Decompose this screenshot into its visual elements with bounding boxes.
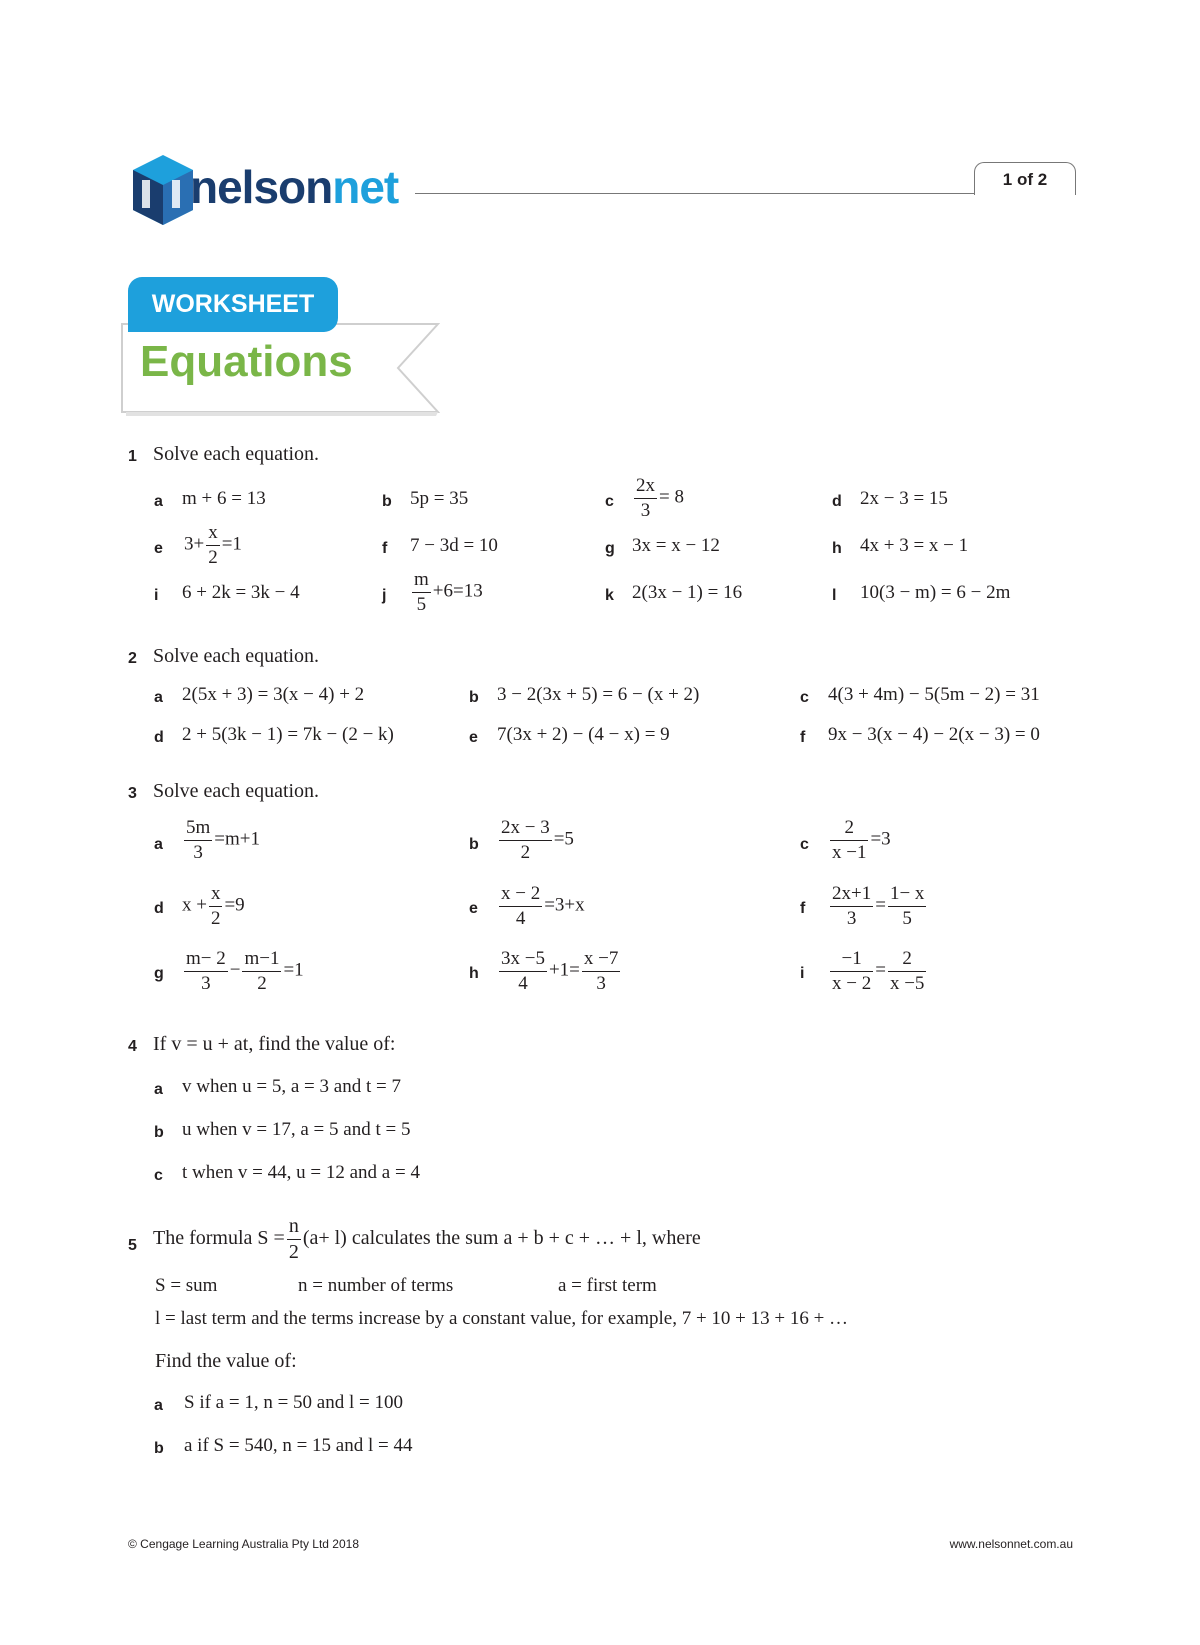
q1-e-prefix: 3+ [184, 533, 205, 555]
q1-i-label: i [154, 587, 159, 604]
q1-b-equation: 5p = 35 [410, 488, 469, 509]
q1-e-equation [184, 521, 242, 570]
q1-c-denominator: 3 [640, 499, 651, 521]
q3-f-numerator-1: 2x+1 [830, 882, 873, 907]
q3-f-numerator-2: 1− x [888, 882, 926, 907]
q3-i-equation [828, 947, 928, 996]
q4-b-label: b [154, 1124, 164, 1141]
q1-h-equation: 4x + 3 = x − 1 [860, 535, 969, 556]
q3-d-denominator: 2 [210, 907, 221, 929]
q2-a-label: a [154, 689, 163, 706]
question-4-number: 4 [128, 1038, 137, 1055]
q2-b-label: b [469, 689, 479, 706]
question-3-number: 3 [128, 785, 137, 802]
logo-wordmark [190, 161, 399, 213]
q1-j-equation [410, 568, 483, 617]
q1-j-numerator: m [412, 568, 431, 593]
q3-b-rest: =5 [553, 828, 574, 850]
question-2-prompt: Solve each equation. [153, 645, 320, 667]
q3-d-numerator: x [209, 882, 223, 907]
q1-j-label: j [382, 587, 387, 604]
q3-i-numerator-1: −1 [830, 947, 873, 972]
q3-g-minus: − [229, 959, 241, 981]
question-3-prompt: Solve each equation. [153, 780, 320, 802]
q3-a-rest: =m+1 [214, 828, 260, 850]
q1-k-equation: 2(3x − 1) = 16 [632, 582, 743, 603]
q1-c-equation [632, 474, 684, 523]
q3-h-denominator-2: 3 [596, 972, 606, 994]
q3-g-label: g [154, 965, 164, 982]
q3-i-numerator-2: 2 [888, 947, 926, 972]
q3-e-numerator: x − 2 [499, 882, 542, 907]
q5-find-prompt: Find the value of: [155, 1350, 297, 1372]
q5-formula-numerator: n [287, 1214, 301, 1240]
q1-g-label: g [605, 540, 615, 557]
q5-b-label: b [154, 1440, 164, 1457]
q1-e-rest: =1 [221, 533, 242, 555]
q2-f-label: f [800, 729, 806, 746]
q3-f-equation [828, 882, 928, 931]
page-title: Equations [140, 337, 353, 386]
q2-a-equation: 2(5x + 3) = 3(x − 4) + 2 [182, 684, 365, 705]
q3-c-numerator: 2 [830, 816, 868, 841]
q3-g-numerator-2: m−1 [242, 947, 281, 972]
q2-d-equation: 2 + 5(3k − 1) = 7k − (2 − k) [182, 724, 394, 745]
q3-h-equation [497, 947, 622, 996]
q3-h-label: h [469, 965, 479, 982]
q1-c-numerator: 2x [634, 474, 657, 499]
q5-def-l: l = last term and the terms increase by a constant value, for example, 7 + 10 + 13 + 16 + … [155, 1308, 849, 1329]
q5-a-label: a [154, 1397, 163, 1414]
q3-f-denominator-1: 3 [846, 907, 857, 929]
q3-d-label: d [154, 900, 164, 917]
q1-h-label: h [832, 540, 842, 557]
q2-e-equation: 7(3x + 2) − (4 − x) = 9 [497, 724, 670, 745]
q3-d-equation [182, 882, 245, 931]
q1-j-denominator: 5 [416, 593, 427, 615]
page-indicator: 1 of 2 [974, 162, 1076, 195]
q1-d-label: d [832, 493, 842, 510]
q1-f-label: f [382, 540, 388, 557]
q3-g-rest: =1 [283, 959, 304, 981]
logo-text-nelson: nelson [190, 161, 333, 213]
q2-c-label: c [800, 689, 809, 706]
q3-i-denominator-2: x −5 [889, 972, 925, 994]
q3-a-numerator: 5m [184, 816, 212, 841]
footer-copyright: © Cengage Learning Australia Pty Ltd 2018 [128, 1537, 359, 1551]
q3-d-rest: =9 [224, 894, 245, 916]
q3-h-numerator-1: 3x −5 [499, 947, 547, 972]
q4-c-text: t when v = 44, u = 12 and a = 4 [182, 1162, 420, 1183]
q3-i-denominator-1: x − 2 [832, 972, 872, 994]
q4-a-label: a [154, 1081, 163, 1098]
q1-d-equation: 2x − 3 = 15 [860, 488, 948, 509]
q2-f-equation: 9x − 3(x − 4) − 2(x − 3) = 0 [828, 724, 1040, 745]
q3-c-equation [828, 816, 891, 865]
q3-h-middle: +1= [548, 959, 580, 981]
q5-b-text: a if S = 540, n = 15 and l = 44 [184, 1435, 413, 1456]
q5-def-n: n = number of terms [298, 1275, 454, 1296]
q1-g-equation: 3x = x − 12 [632, 535, 720, 556]
q1-k-label: k [605, 587, 614, 604]
question-4-prompt: If v = u + at, find the value of: [153, 1033, 396, 1055]
q1-l-label: l [832, 587, 837, 604]
q3-i-equals: = [875, 959, 886, 981]
q3-h-denominator-1: 4 [518, 972, 528, 994]
q3-f-equals: = [875, 894, 886, 916]
q1-e-label: e [154, 540, 163, 557]
q1-a-label: a [154, 493, 163, 510]
q1-l-equation: 10(3 − m) = 6 − 2m [860, 582, 1011, 603]
q3-b-numerator: 2x − 3 [499, 816, 552, 841]
q3-c-rest: =3 [870, 828, 891, 850]
q3-a-denominator: 3 [193, 841, 203, 863]
q3-e-denominator: 4 [515, 907, 526, 929]
q3-b-denominator: 2 [520, 841, 531, 863]
q1-b-label: b [382, 493, 392, 510]
q1-c-rest: = 8 [659, 486, 684, 508]
q3-b-equation [497, 816, 574, 865]
q5-def-a: a = first term [558, 1275, 657, 1296]
question-2-number: 2 [128, 650, 137, 667]
q3-e-equation [497, 882, 585, 931]
q4-c-label: c [154, 1167, 163, 1184]
q5-def-s: S = sum [155, 1275, 218, 1296]
q3-c-denominator: x −1 [832, 841, 867, 863]
q3-a-equation [182, 816, 260, 865]
q2-b-equation: 3 − 2(3x + 5) = 6 − (x + 2) [497, 684, 700, 705]
question-5-number: 5 [128, 1237, 137, 1254]
q2-c-equation: 4(3 + 4m) − 5(5m − 2) = 31 [828, 684, 1040, 705]
q3-g-denominator-2: 2 [257, 972, 267, 994]
question-1-prompt: Solve each equation. [153, 443, 320, 465]
q3-c-label: c [800, 836, 809, 853]
q3-g-equation [182, 947, 304, 996]
q3-g-denominator-1: 3 [201, 972, 211, 994]
q3-g-numerator-1: m− 2 [184, 947, 228, 972]
q1-e-denominator: 2 [208, 546, 218, 568]
q3-f-label: f [800, 900, 806, 917]
question-1-number: 1 [128, 448, 137, 465]
footer-url[interactable]: www.nelsonnet.com.au [949, 1537, 1073, 1551]
q3-f-denominator-2: 5 [902, 907, 912, 929]
q5-prompt-end: (a+ l) calculates the sum a + b + c + … + l, where [302, 1227, 701, 1250]
q1-j-rest: +6=13 [432, 580, 483, 602]
nelsonnet-logo-icon [128, 150, 198, 230]
q1-c-label: c [605, 493, 614, 510]
q1-e-numerator: x [206, 521, 220, 546]
q1-f-equation: 7 − 3d = 10 [410, 535, 498, 556]
logo-text-net: net [332, 161, 399, 213]
q2-e-label: e [469, 729, 478, 746]
q3-d-prefix: x + [182, 894, 207, 916]
question-5-prompt [153, 1214, 701, 1265]
q1-i-equation: 6 + 2k = 3k − 4 [182, 582, 300, 603]
q5-a-text: S if a = 1, n = 50 and l = 100 [184, 1392, 403, 1413]
q4-a-text: v when u = 5, a = 3 and t = 7 [182, 1076, 401, 1097]
q5-formula-denominator: 2 [288, 1241, 299, 1263]
q3-i-label: i [800, 965, 805, 982]
q1-a-equation: m + 6 = 13 [182, 488, 266, 509]
q3-a-label: a [154, 836, 163, 853]
q3-b-label: b [469, 836, 479, 853]
worksheet-tag: WORKSHEET [128, 277, 338, 332]
q2-d-label: d [154, 729, 164, 746]
q3-e-rest: =3+x [544, 894, 585, 916]
q4-b-text: u when v = 17, a = 5 and t = 5 [182, 1119, 411, 1140]
q3-h-numerator-2: x −7 [582, 947, 620, 972]
q3-e-label: e [469, 900, 478, 917]
header-rule [415, 193, 1070, 194]
q5-prompt-start: The formula S = [153, 1227, 285, 1250]
